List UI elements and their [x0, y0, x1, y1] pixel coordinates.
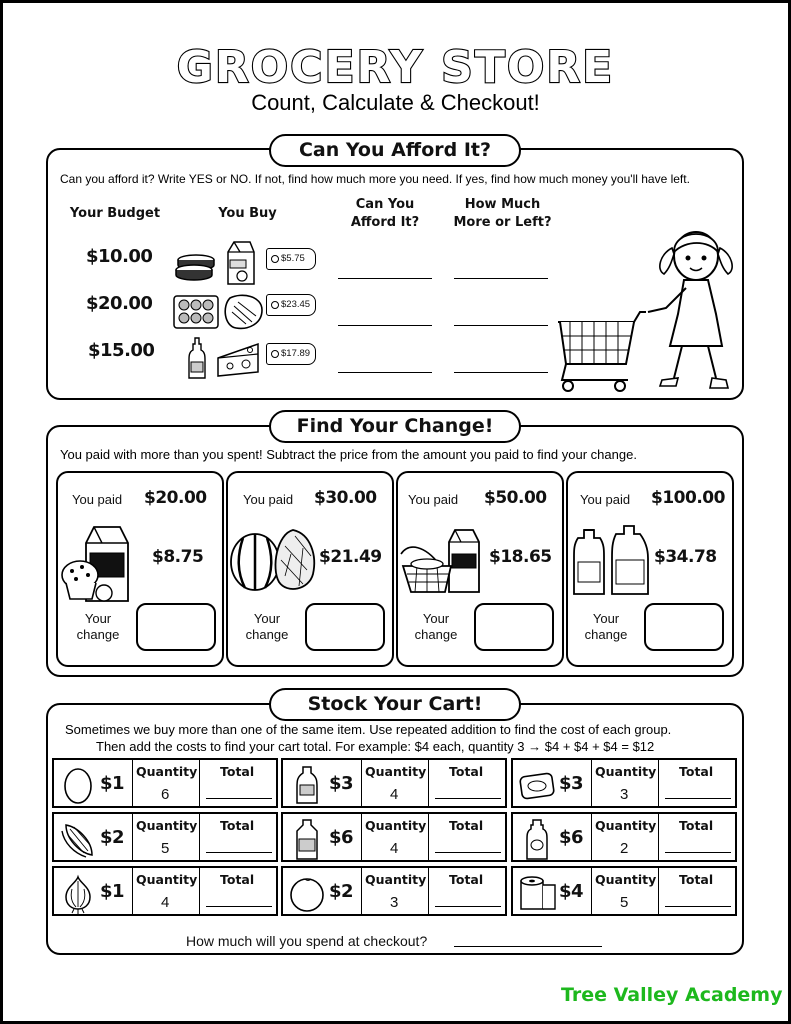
your-change-label-line2: change — [414, 627, 458, 642]
total-label: Total — [679, 818, 714, 833]
cell-divider — [428, 760, 429, 806]
quantity-label: Quantity — [595, 764, 657, 779]
egg-icon — [58, 763, 98, 807]
change-answer-box[interactable] — [136, 603, 216, 651]
item-price: $21.49 — [319, 547, 382, 567]
price-tag: $23.45 — [266, 294, 316, 316]
unit-price: $6 — [559, 827, 584, 848]
ketchup-icon — [287, 763, 327, 807]
total-label: Total — [449, 764, 484, 779]
quantity-value: 2 — [620, 840, 629, 857]
quantity-value: 4 — [390, 840, 399, 857]
budget-value: $15.00 — [88, 340, 155, 361]
total-label: Total — [679, 764, 714, 779]
shampoo-icon — [517, 817, 557, 861]
col-header-buy: You Buy — [218, 206, 277, 221]
unit-price: $4 — [559, 881, 584, 902]
cart-instructions-line1: Sometimes we buy more than one of the same item. Use repeated addition to find the cost of each group. — [65, 722, 672, 737]
paid-label: You paid — [72, 492, 123, 507]
price-tag: $5.75 — [266, 248, 316, 270]
price-tag: $17.89 — [266, 343, 316, 365]
cell-divider — [361, 814, 362, 860]
afford-section-title: Can You Afford It? — [269, 134, 521, 167]
change-answer-box[interactable] — [305, 603, 385, 651]
unit-price: $1 — [100, 881, 125, 902]
change-answer-box[interactable] — [474, 603, 554, 651]
change-answer-box[interactable] — [644, 603, 724, 651]
quantity-label: Quantity — [595, 872, 657, 887]
cell-divider — [361, 760, 362, 806]
col-header-more — [440, 196, 565, 232]
more-or-left-answer-line[interactable] — [454, 372, 548, 373]
quantity-value: 3 — [390, 894, 399, 911]
quantity-label: Quantity — [136, 872, 198, 887]
cell-divider — [199, 814, 200, 860]
cart-item-cell — [52, 866, 278, 916]
girl-with-shopping-cart-icon — [556, 218, 740, 396]
col-header-more-line2: More or Left? — [453, 215, 552, 230]
col-header-afford-line2: Afford It? — [350, 215, 420, 230]
afford-instructions: Can you afford it? Write YES or NO. If not, find how much more you need. If yes, find how much money you'll have left. — [60, 172, 690, 186]
total-answer-line[interactable] — [435, 906, 501, 907]
cart-section-title: Stock Your Cart! — [269, 688, 521, 721]
cart-item-cell — [281, 758, 507, 808]
corn-icon — [58, 817, 98, 861]
cookies-icon — [172, 252, 220, 284]
paid-label: You paid — [408, 492, 459, 507]
your-change-label — [237, 611, 297, 643]
watermelon-and-cantaloupe-icon — [229, 526, 319, 596]
unit-price: $3 — [329, 773, 354, 794]
cell-divider — [658, 814, 659, 860]
brand-name: Tree Valley Academy — [561, 984, 783, 1006]
page-subtitle: Count, Calculate & Checkout! — [251, 90, 540, 115]
total-label: Total — [449, 872, 484, 887]
unit-price: $2 — [100, 827, 125, 848]
col-header-more-line1: How Much — [464, 197, 541, 212]
orange-icon — [287, 871, 327, 915]
your-change-label-line2: change — [76, 627, 120, 642]
total-answer-line[interactable] — [665, 798, 731, 799]
col-header-afford-line1: Can You — [355, 197, 415, 212]
cell-divider — [132, 814, 133, 860]
col-header-afford — [330, 196, 440, 232]
cart-item-cell — [52, 812, 278, 862]
your-change-label-line2: change — [245, 627, 289, 642]
cell-divider — [428, 814, 429, 860]
afford-answer-line[interactable] — [338, 278, 432, 279]
change-section-title: Find Your Change! — [269, 410, 521, 443]
unit-price: $6 — [329, 827, 354, 848]
cart-item-cell — [281, 866, 507, 916]
budget-value: $20.00 — [86, 293, 153, 314]
more-or-left-answer-line[interactable] — [454, 278, 548, 279]
paper-towel-icon — [517, 871, 557, 915]
total-label: Total — [220, 818, 255, 833]
unit-price: $1 — [100, 773, 125, 794]
cupcake-tray-icon — [172, 294, 220, 330]
quantity-value: 4 — [390, 786, 399, 803]
paid-amount: $20.00 — [144, 488, 207, 508]
checkout-question: How much will you spend at checkout? — [186, 933, 428, 949]
total-answer-line[interactable] — [206, 852, 272, 853]
page-title: GROCERY STORE — [176, 42, 615, 93]
col-header-budget: Your Budget — [69, 206, 161, 221]
paid-amount: $30.00 — [314, 488, 377, 508]
your-change-label — [406, 611, 466, 643]
quantity-label: Quantity — [595, 818, 657, 833]
your-change-label-line1: Your — [422, 611, 450, 626]
your-change-label — [68, 611, 128, 643]
cart-item-cell — [511, 812, 737, 862]
paid-amount: $50.00 — [484, 488, 547, 508]
quantity-value: 6 — [161, 786, 170, 803]
total-answer-line[interactable] — [206, 798, 272, 799]
cell-divider — [132, 760, 133, 806]
paid-label: You paid — [243, 492, 294, 507]
mustard-bottle-icon — [186, 336, 208, 380]
cart-item-cell — [511, 758, 737, 808]
milk-jug-icon — [287, 817, 327, 861]
total-answer-line[interactable] — [206, 906, 272, 907]
soap-bar-icon — [517, 763, 557, 807]
checkout-answer-line[interactable] — [454, 946, 602, 947]
item-price: $18.65 — [489, 547, 552, 567]
total-label: Total — [220, 872, 255, 887]
total-answer-line[interactable] — [435, 852, 501, 853]
your-change-label-line1: Your — [592, 611, 620, 626]
bread-basket-and-milk-icon — [399, 524, 487, 596]
your-change-label — [576, 611, 636, 643]
quantity-value: 5 — [161, 840, 170, 857]
quantity-label: Quantity — [365, 764, 427, 779]
cell-divider — [591, 760, 592, 806]
total-answer-line[interactable] — [665, 906, 731, 907]
afford-answer-line[interactable] — [338, 325, 432, 326]
unit-price: $2 — [329, 881, 354, 902]
cell-divider — [199, 760, 200, 806]
paid-amount: $100.00 — [651, 488, 725, 508]
quantity-label: Quantity — [365, 872, 427, 887]
unit-price: $3 — [559, 773, 584, 794]
cheese-icon — [214, 340, 264, 378]
item-price: $8.75 — [152, 547, 204, 567]
cart-item-cell — [281, 812, 507, 862]
detergent-bottles-icon — [570, 524, 650, 596]
quantity-label: Quantity — [136, 818, 198, 833]
change-instructions: You paid with more than you spent! Subtract the price from the amount you paid to find your change. — [60, 447, 637, 462]
cart-item-cell — [52, 758, 278, 808]
quantity-label: Quantity — [365, 818, 427, 833]
quantity-value: 3 — [620, 786, 629, 803]
steak-icon — [222, 292, 266, 332]
quantity-label: Quantity — [136, 764, 198, 779]
milk-carton-icon — [222, 240, 258, 286]
cell-divider — [132, 868, 133, 914]
cell-divider — [658, 868, 659, 914]
quantity-value: 5 — [620, 894, 629, 911]
total-label: Total — [449, 818, 484, 833]
total-answer-line[interactable] — [665, 852, 731, 853]
cart-item-cell — [511, 866, 737, 916]
cell-divider — [199, 868, 200, 914]
total-label: Total — [220, 764, 255, 779]
quantity-value: 4 — [161, 894, 170, 911]
cell-divider — [591, 814, 592, 860]
paid-label: You paid — [580, 492, 631, 507]
your-change-label-line1: Your — [84, 611, 112, 626]
cell-divider — [361, 868, 362, 914]
onion-icon — [58, 871, 98, 915]
your-change-label-line1: Your — [253, 611, 281, 626]
item-price: $34.78 — [654, 547, 717, 567]
budget-value: $10.00 — [86, 246, 153, 267]
milk-and-muffin-icon — [60, 523, 140, 603]
cell-divider — [428, 868, 429, 914]
more-or-left-answer-line[interactable] — [454, 325, 548, 326]
cell-divider — [658, 760, 659, 806]
total-answer-line[interactable] — [435, 798, 501, 799]
afford-answer-line[interactable] — [338, 372, 432, 373]
your-change-label-line2: change — [584, 627, 628, 642]
total-label: Total — [679, 872, 714, 887]
cart-instructions-line2: Then add the costs to find your cart total. For example: $4 each, quantity 3 → $4 + $4 + $4 = $12 — [96, 739, 655, 754]
cell-divider — [591, 868, 592, 914]
